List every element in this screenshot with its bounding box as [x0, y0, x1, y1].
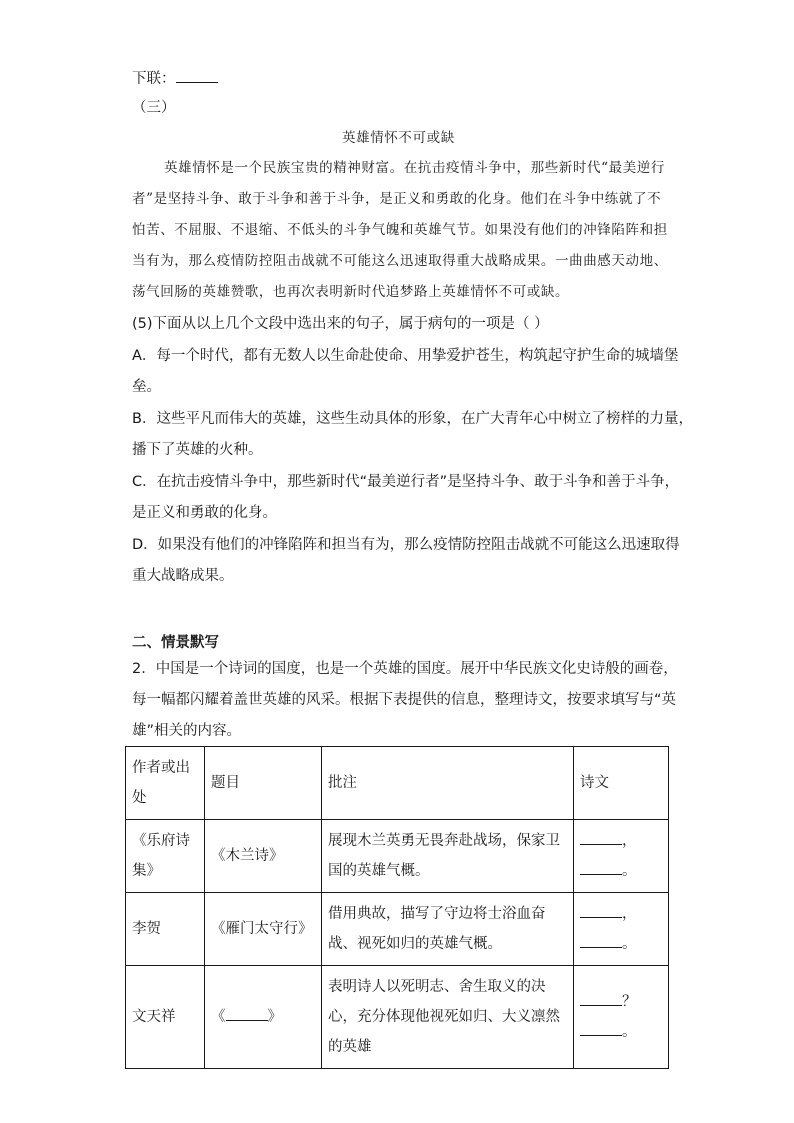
cell-note: 展现木兰英勇无畏奔赴战场，保家卫国的英雄气概。 [322, 820, 574, 893]
section-heading: 二、情景默写 [132, 635, 219, 651]
cell-title: 《雁门太守行》 [205, 893, 322, 966]
punctuation: ？ [622, 994, 637, 1010]
passage-line: 者”是坚持斗争、敢于斗争和善于斗争，是正义和勇敢的化身。他们在斗争中练就了不 [132, 191, 662, 207]
passage-line: 荡气回肠的英雄赞歌，也再次表明新时代追梦路上英雄情怀不可或缺。 [132, 284, 570, 300]
punctuation: 。 [622, 1024, 637, 1040]
passage-line: 英雄情怀是一个民族宝贵的精神财富。在抗击疫情斗争中，那些新时代“最美逆行 [164, 160, 666, 176]
punctuation: ， [622, 833, 637, 849]
option-a-line: 垒。 [132, 379, 161, 395]
question-stem: (5)下面从以上几个文段中选出来的句子，属于病句的一项是（ ） [132, 316, 549, 332]
option-d-line: 重大战略成果。 [132, 568, 234, 584]
title-bracket: 》 [267, 1009, 282, 1025]
cell-poem-text [574, 966, 669, 1069]
answer-blank[interactable] [580, 1021, 622, 1036]
option-c-line: C．在抗击疫情斗争中，那些新时代“最美逆行者”是坚持斗争、敢于斗争和善于斗争， [132, 474, 680, 490]
cell-title [205, 966, 322, 1069]
title-bracket: 《 [211, 1009, 226, 1025]
punctuation: 。 [622, 936, 637, 952]
option-c-line: 是正义和勇敢的化身。 [132, 505, 277, 521]
answer-blank[interactable] [580, 830, 622, 845]
cell-author: 《乐府诗集》 [126, 820, 205, 893]
answer-blank[interactable] [580, 860, 622, 875]
passage-title: 英雄情怀不可或缺 [342, 130, 455, 146]
question-intro-line: 雄”相关的内容。 [132, 723, 242, 739]
cell-title: 《木兰诗》 [205, 820, 322, 893]
part3-label: （三） [132, 100, 176, 116]
answer-blank[interactable] [580, 903, 622, 918]
passage-line: 当有为，那么疫情防控阻击战就不可能这么迅速取得重大战略成果。一曲曲感天动地、 [132, 253, 668, 269]
answer-blank[interactable] [176, 68, 218, 83]
cell-poem-text [574, 820, 669, 893]
cell-author: 文天祥 [126, 966, 205, 1069]
question-intro-line: 每一幅都闪耀着盖世英雄的风采。根据下表提供的信息，整理诗文，按要求填写与“英 [132, 692, 677, 708]
answer-blank[interactable] [226, 1006, 268, 1021]
header-note: 批注 [322, 747, 574, 820]
header-author: 作者或出处 [126, 747, 205, 820]
option-b-line: B．这些平凡而伟大的英雄，这些生动具体的形象，在广大青年心中树立了榜样的力量， [132, 411, 693, 427]
table-row [126, 966, 669, 1069]
question-intro-line: 2．中国是一个诗词的国度，也是一个英雄的国度。展开中华民族文化史诗般的画卷， [132, 661, 678, 677]
option-a-line: A．每一个时代，都有无数人以生命赴使命、用挚爱护苍生，构筑起守护生命的城墙堡 [132, 348, 679, 364]
header-title: 题目 [205, 747, 322, 820]
passage-line: 怕苦、不屈服、不退缩、不低头的斗争气魄和英雄气节。如果没有他们的冲锋陷阵和担 [132, 222, 668, 238]
answer-blank[interactable] [580, 991, 622, 1006]
punctuation: ， [622, 906, 637, 922]
header-poem-text: 诗文 [574, 747, 669, 820]
cell-poem-text [574, 893, 669, 966]
option-b-line: 播下了英雄的火种。 [132, 442, 263, 458]
cell-note: 借用典故，描写了守边将士浴血奋战、视死如归的英雄气概。 [322, 893, 574, 966]
cell-note: 表明诗人以死明志、舍生取义的决心，充分体现他视死如归、大义凛然的英雄 [322, 966, 574, 1069]
option-d-line: D．如果没有他们的冲锋陷阵和担当有为，那么疫情防控阻击战就不可能这么迅速取得 [132, 537, 680, 553]
couplet-line [132, 68, 218, 89]
couplet-label: 下联： [132, 71, 176, 87]
table-row [126, 820, 669, 893]
table-row [126, 893, 669, 966]
punctuation: 。 [622, 863, 637, 879]
poem-table [125, 746, 669, 1069]
answer-blank[interactable] [580, 933, 622, 948]
table-header-row [126, 747, 669, 820]
cell-author: 李贺 [126, 893, 205, 966]
